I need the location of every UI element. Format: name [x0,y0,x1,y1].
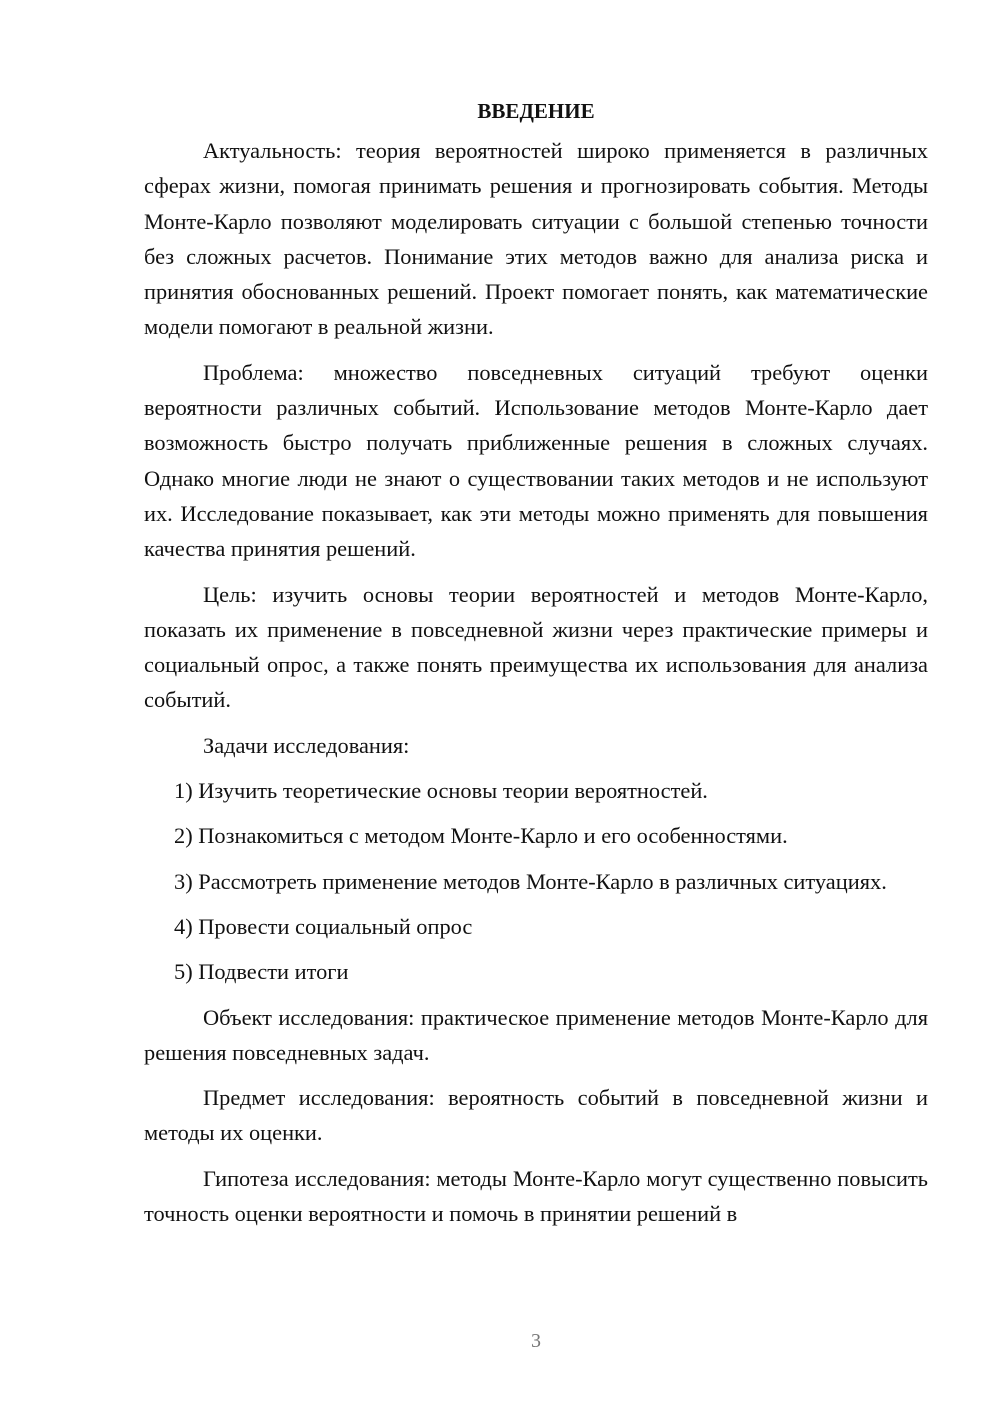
document-page [144,94,928,1241]
task-item-5: 5) Подвести итоги [174,959,349,985]
paragraph-object: Объект исследования: практическое применение методов Монте-Карло для решения повседневных задач. [144,1004,928,1065]
paragraph-subject: Предмет исследования: вероятность событий в повседневной жизни и методы их оценки. [144,1085,928,1146]
paragraph-relevance: Актуальность: теория вероятностей широко применяется в различных сферах жизни, помогая принимать решения и прогнозировать события. Методы Монте-Карло позволяют моделировать ситуации с большой степенью точности без сложных расчетов. Понимание этих методов важно для анализа риска и принятия обоснованных решений. Проект помогает понять, как математические модели помогают в реальной жизни. [144,138,928,340]
task-item-2: 2) Познакомиться с методом Монте-Карло и его особенностями. [174,823,788,849]
paragraph-hypothesis: Гипотеза исследования: методы Монте-Карло могут существенно повысить точность оценки вероятности и помочь в принятии решений в [144,1165,928,1227]
paragraph-tasks-heading: Задачи исследования: [203,732,410,758]
task-item-4: 4) Провести социальный опрос [174,913,473,939]
task-item-3: 3) Рассмотреть применение методов Монте-Карло в различных ситуациях. [174,868,887,894]
paragraph-goal: Цель: изучить основы теории вероятностей и методов Монте-Карло, показать их применение в повседневной жизни через практические примеры и социальный опрос, а также понять преимущества их использования для анализа событий. [144,581,928,713]
page-number: 3 [531,1330,541,1352]
section-title: ВВЕДЕНИЕ [477,99,595,123]
paragraph-problem: Проблема: множество повседневных ситуаций требуют оценки вероятности различных событий. Использование методов Монте-Карло дает возможность быстро получать приближенные решения в сложных случаях. Однако многие люди не знают о существовании таких методов и не используют их. Исследование показывает, как эти методы можно применять для повышения качества принятия решений. [144,359,928,562]
task-item-1: 1) Изучить теоретические основы теории вероятностей. [174,778,708,804]
